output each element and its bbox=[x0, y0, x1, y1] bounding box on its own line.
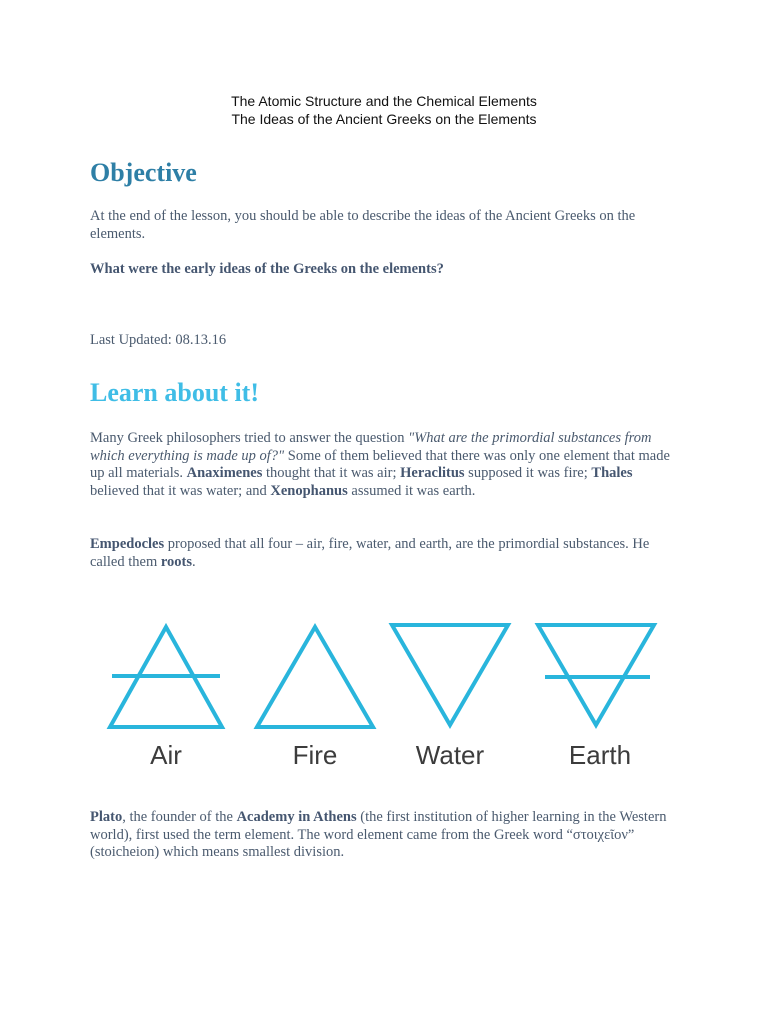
fire-symbol-icon bbox=[257, 627, 373, 727]
header-line-2: The Ideas of the Ancient Greeks on the Elements bbox=[231, 111, 537, 127]
name-plato: Plato bbox=[90, 809, 123, 825]
text-run: (the first institution of higher learning in the Western world), first used the term element. The word element came from the Greek word “στοιχεῖον” (stoicheion) which means smallest division. bbox=[90, 809, 667, 860]
document-header bbox=[0, 92, 768, 128]
learn-paragraph-1 bbox=[90, 430, 680, 500]
learn-paragraph-2 bbox=[90, 536, 680, 571]
air-symbol-icon bbox=[110, 627, 222, 727]
text-run: , the founder of the bbox=[122, 809, 237, 825]
text-run: supposed it was fire; bbox=[464, 465, 592, 481]
name-thales: Thales bbox=[591, 465, 633, 481]
objective-question: What were the early ideas of the Greeks on the elements? bbox=[90, 261, 444, 277]
label-earth: Earth bbox=[568, 740, 632, 770]
text-run: assumed it was earth. bbox=[347, 482, 476, 499]
last-updated: Last Updated: 08.13.16 bbox=[90, 332, 227, 348]
label-air: Air bbox=[150, 740, 182, 770]
label-water: Water bbox=[415, 740, 485, 770]
term-roots: roots bbox=[160, 553, 193, 570]
text-run: . bbox=[192, 553, 196, 570]
objective-text: At the end of the lesson, you should be able to describe the ideas of the Ancient Greeks on the elements. bbox=[90, 208, 636, 242]
plato-paragraph bbox=[90, 809, 680, 862]
name-anaximenes: Anaximenes bbox=[186, 465, 263, 481]
text-run: believed that it was water; and bbox=[90, 482, 271, 499]
label-fire: Fire bbox=[292, 740, 338, 770]
earth-symbol-icon bbox=[538, 625, 654, 725]
objective-heading: Objective bbox=[90, 158, 197, 187]
header-line-1: The Atomic Structure and the Chemical Elements bbox=[231, 93, 537, 109]
academy-in-athens: Academy in Athens bbox=[236, 809, 357, 825]
text-run: thought that it was air; bbox=[262, 465, 401, 481]
text-run: proposed that all four – air, fire, water, and earth, are the primordial substances. He called them bbox=[90, 536, 650, 570]
name-xenophanus: Xenophanus bbox=[270, 482, 348, 499]
water-symbol-icon bbox=[392, 625, 508, 725]
name-empedocles: Empedocles bbox=[90, 536, 165, 552]
learn-heading: Learn about it! bbox=[90, 378, 259, 407]
element-symbols bbox=[90, 605, 680, 735]
quote: "What are the primordial substances from which everything is made up of?" bbox=[90, 430, 652, 464]
text-run: Many Greek philosophers tried to answer the question bbox=[90, 430, 409, 446]
name-heraclitus: Heraclitus bbox=[400, 465, 465, 481]
text-run: Some of them believed that there was only one element that made up all materials. bbox=[90, 447, 670, 481]
